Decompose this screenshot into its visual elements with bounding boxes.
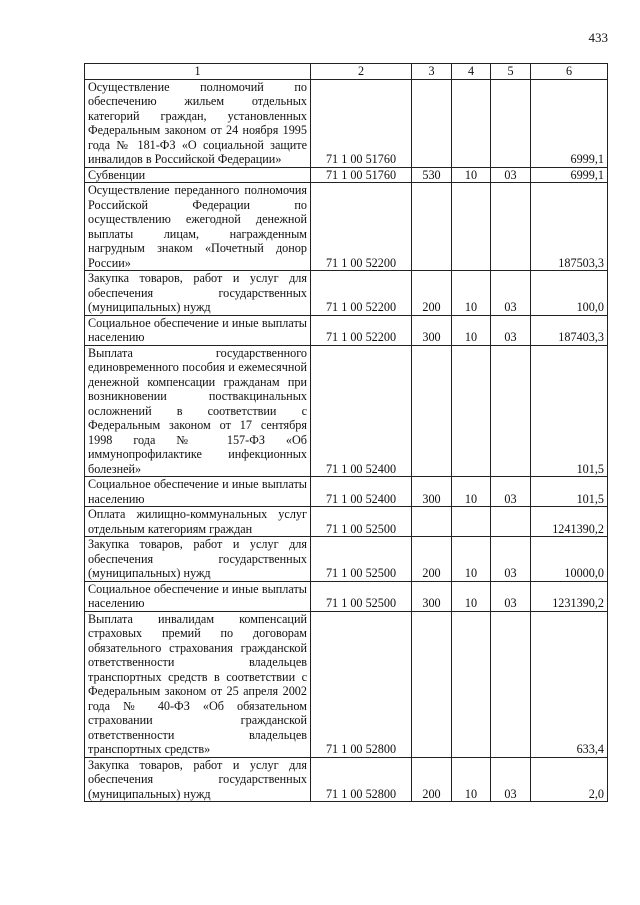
table-row — [85, 271, 608, 316]
table-row — [85, 537, 608, 582]
row-section — [452, 345, 491, 477]
row-sum: 1241390,2 — [531, 507, 608, 537]
col-header-5: 5 — [491, 64, 531, 80]
row-code: 71 1 00 52200 — [311, 315, 412, 345]
row-section: 10 — [452, 271, 491, 316]
row-sum: 187503,3 — [531, 183, 608, 271]
row-subsection — [491, 345, 531, 477]
row-code: 71 1 00 52500 — [311, 537, 412, 582]
row-section — [452, 507, 491, 537]
row-code: 71 1 00 52200 — [311, 271, 412, 316]
row-name: Осуществление полномочий по обеспечению жильем отдельных категорий граждан, установленных Федеральным законом от 24 ноября 1995 года № 181-ФЗ «О социальной защите инвалидов в Российской Федерации» — [85, 79, 311, 167]
row-code: 71 1 00 52200 — [311, 183, 412, 271]
row-name: Закупка товаров, работ и услуг для обеспечения государственных (муниципальных) нужд — [85, 271, 311, 316]
row-expense-type — [412, 611, 452, 757]
row-subsection — [491, 611, 531, 757]
row-section — [452, 611, 491, 757]
table-row — [85, 345, 608, 477]
row-code: 71 1 00 52500 — [311, 581, 412, 611]
row-subsection: 03 — [491, 581, 531, 611]
row-expense-type: 200 — [412, 537, 452, 582]
row-code: 71 1 00 52800 — [311, 757, 412, 802]
row-name: Выплата инвалидам компенсаций страховых премий по договорам обязательного страхования гражданской ответственности владельцев транспортных средств в соответствии с Федеральным законом от 25 апреля 2002 года № 40-ФЗ «Об обязательном страховании гражданской ответственности владельцев транспортных средств» — [85, 611, 311, 757]
row-code: 71 1 00 52500 — [311, 507, 412, 537]
row-name: Социальное обеспечение и иные выплаты населению — [85, 581, 311, 611]
row-sum: 100,0 — [531, 271, 608, 316]
table-row — [85, 757, 608, 802]
row-subsection — [491, 507, 531, 537]
row-code: 71 1 00 52400 — [311, 345, 412, 477]
row-expense-type: 200 — [412, 271, 452, 316]
table-row — [85, 167, 608, 183]
row-expense-type: 200 — [412, 757, 452, 802]
col-header-3: 3 — [412, 64, 452, 80]
row-expense-type — [412, 345, 452, 477]
row-subsection: 03 — [491, 537, 531, 582]
row-name: Выплата государственного единовременного пособия и ежемесячной денежной компенсации гражданам при возникновении поствакцинальных осложнений в соответствии с Федеральным законом от 17 сентября 1998 года № 157-ФЗ «Об иммунопрофилактике инфекционных болезней» — [85, 345, 311, 477]
row-sum: 1231390,2 — [531, 581, 608, 611]
row-name: Социальное обеспечение и иные выплаты населению — [85, 477, 311, 507]
row-section: 10 — [452, 315, 491, 345]
row-subsection — [491, 79, 531, 167]
row-name: Оплата жилищно-коммунальных услуг отдельным категориям граждан — [85, 507, 311, 537]
row-name: Осуществление переданного полномочия Российской Федерации по осуществлению ежегодной денежной выплаты лицам, награжденным нагрудным знаком «Почетный донор России» — [85, 183, 311, 271]
row-section — [452, 79, 491, 167]
page-number: 433 — [588, 30, 608, 45]
row-expense-type — [412, 507, 452, 537]
row-name: Закупка товаров, работ и услуг для обеспечения государственных (муниципальных) нужд — [85, 537, 311, 582]
row-subsection: 03 — [491, 477, 531, 507]
col-header-6: 6 — [531, 64, 608, 80]
row-name: Субвенции — [85, 167, 311, 183]
table-row — [85, 507, 608, 537]
table-row — [85, 315, 608, 345]
row-section: 10 — [452, 477, 491, 507]
row-sum: 6999,1 — [531, 167, 608, 183]
budget-table — [84, 63, 608, 802]
table-row — [85, 477, 608, 507]
row-expense-type: 300 — [412, 581, 452, 611]
row-section — [452, 183, 491, 271]
row-expense-type — [412, 183, 452, 271]
table-header-row — [85, 64, 608, 80]
row-sum: 101,5 — [531, 345, 608, 477]
row-section: 10 — [452, 757, 491, 802]
table-row — [85, 611, 608, 757]
table-row — [85, 183, 608, 271]
row-sum: 6999,1 — [531, 79, 608, 167]
col-header-2: 2 — [311, 64, 412, 80]
row-code: 71 1 00 51760 — [311, 167, 412, 183]
row-subsection: 03 — [491, 315, 531, 345]
row-expense-type: 300 — [412, 477, 452, 507]
col-header-4: 4 — [452, 64, 491, 80]
row-name: Социальное обеспечение и иные выплаты населению — [85, 315, 311, 345]
row-code: 71 1 00 52400 — [311, 477, 412, 507]
row-section: 10 — [452, 537, 491, 582]
row-subsection: 03 — [491, 167, 531, 183]
row-code: 71 1 00 51760 — [311, 79, 412, 167]
row-sum: 633,4 — [531, 611, 608, 757]
table-row — [85, 581, 608, 611]
row-subsection — [491, 183, 531, 271]
row-section: 10 — [452, 167, 491, 183]
row-name: Закупка товаров, работ и услуг для обеспечения государственных (муниципальных) нужд — [85, 757, 311, 802]
row-expense-type — [412, 79, 452, 167]
col-header-1: 1 — [85, 64, 311, 80]
row-sum: 187403,3 — [531, 315, 608, 345]
row-sum: 101,5 — [531, 477, 608, 507]
row-sum: 2,0 — [531, 757, 608, 802]
row-subsection: 03 — [491, 757, 531, 802]
row-expense-type: 300 — [412, 315, 452, 345]
table-row — [85, 79, 608, 167]
row-code: 71 1 00 52800 — [311, 611, 412, 757]
row-subsection: 03 — [491, 271, 531, 316]
row-expense-type: 530 — [412, 167, 452, 183]
row-section: 10 — [452, 581, 491, 611]
row-sum: 10000,0 — [531, 537, 608, 582]
